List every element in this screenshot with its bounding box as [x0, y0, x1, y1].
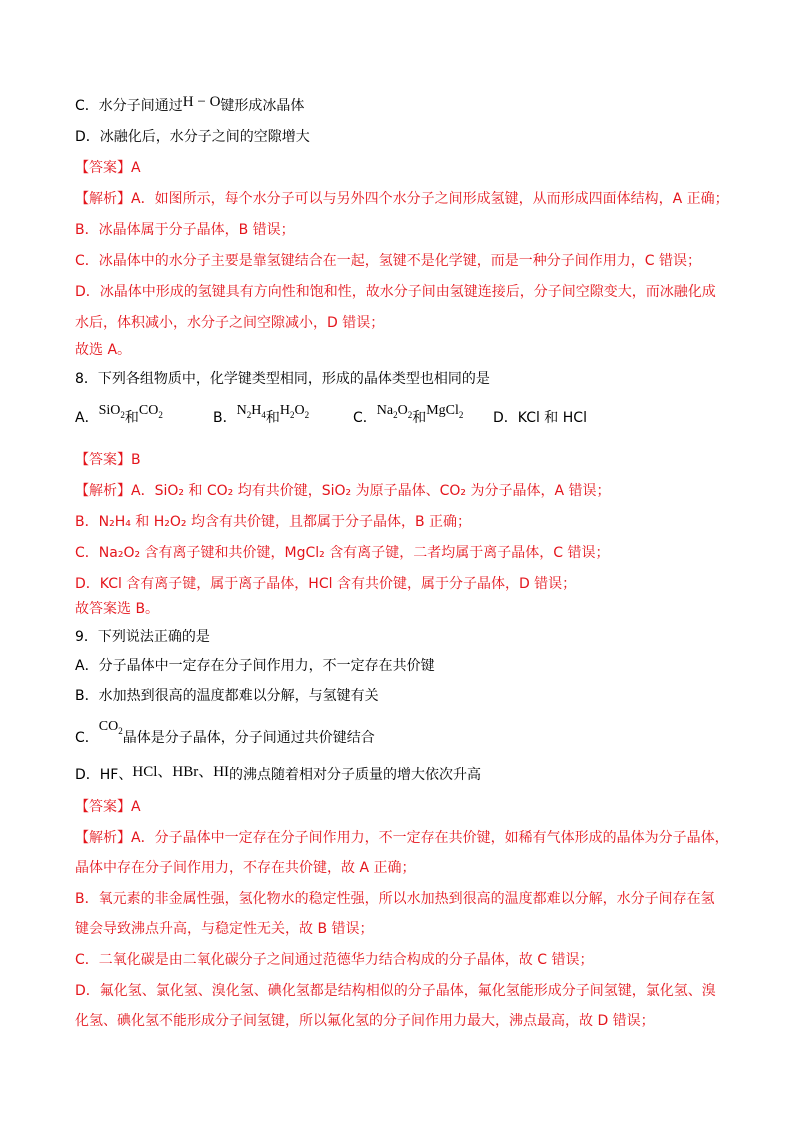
q9-option-b: B．水加热到很高的温度都难以分解，与氢键有关	[75, 688, 379, 704]
q9-option-c-formula	[99, 719, 123, 734]
formula-sub: 2	[158, 410, 163, 420]
q9-option-c-text: 晶体是分子晶体，分子间通过共价键结合	[122, 730, 375, 746]
q9-analysis-line: C．二氧化碳是由二氧化碳分子之间通过范德华力结合构成的分子晶体，故 C 错误；	[75, 952, 594, 968]
q8-option-d: D．KCl 和 HCl	[493, 410, 587, 426]
formula-sub: 2	[246, 410, 252, 420]
q8-option-c-label: C．	[353, 410, 377, 426]
formula-sub: 4	[261, 410, 266, 420]
q8-option-b-formula-1	[237, 403, 266, 418]
q7-option-c-formula: H − O	[182, 94, 221, 110]
formula-text: CO	[138, 403, 159, 418]
formula-text: O	[294, 403, 305, 418]
formula-text: N	[236, 403, 247, 418]
q7-analysis-line: D．冰晶体中形成的氢键具有方向性和饱和性，故水分子间由氢键连接后，分子间空隙变大，而冰融化成	[75, 284, 716, 300]
q9-analysis-line: 化氢、碘化氢不能形成分子间氢键，所以氟化氢的分子间作用力最大，沸点最高，故 D 错误；	[75, 1013, 655, 1029]
q8-option-c-formula-2	[426, 403, 463, 418]
q8-option-c	[353, 403, 464, 429]
q8-analysis-line: 【解析】A．SiO₂ 和 CO₂ 均有共价键，SiO₂ 为原子晶体、CO₂ 为分子晶体，A 错误；	[75, 483, 611, 499]
formula-text: SiO	[98, 403, 121, 418]
formula-sub: 2	[289, 410, 295, 420]
q7-option-c-pre: C．水分子间通过	[75, 98, 183, 114]
q9-analysis-line: 键会导致沸点升高，与稳定性无关，故 B 错误；	[75, 921, 374, 937]
q9-analysis-line: 【解析】A．分子晶体中一定存在分子间作用力，不一定存在共价键，如稀有气体形成的晶体为分子晶体，	[75, 830, 729, 846]
q8-option-a-and: 和	[124, 410, 139, 426]
q9-option-c	[75, 719, 375, 749]
q9-analysis-line: B．氧元素的非金属性强，氢化物水的稳定性强，所以水加热到很高的温度都难以分解，水分子间存在氢	[75, 891, 715, 907]
formula-sub: 2	[407, 410, 413, 420]
q8-option-a-formula-1	[99, 403, 125, 418]
q9-option-a: A．分子晶体中一定存在分子间作用力，不一定存在共价键	[75, 658, 435, 674]
q8-analysis-line: B．N₂H₄ 和 H₂O₂ 均含有共价键，且都属于分子晶体，B 正确；	[75, 514, 472, 530]
q7-option-c	[75, 96, 304, 116]
formula-text: MgCl	[426, 403, 459, 418]
q8-option-a-label: A．	[75, 410, 99, 426]
q8-option-c-formula-1	[377, 403, 412, 418]
formula-text: CO	[98, 719, 119, 734]
q8-option-c-and: 和	[412, 410, 427, 426]
formula-text: O	[397, 403, 408, 418]
q8-option-a	[75, 403, 163, 429]
q9-answer: 【答案】A	[75, 799, 141, 815]
q8-stem: 8．下列各组物质中，化学键类型相同，形成的晶体类型也相同的是	[75, 371, 490, 387]
q9-option-d-post: 的沸点随着相对分子质量的增大依次升高	[229, 767, 482, 783]
formula-sub: 2	[304, 410, 310, 420]
q7-analysis-line: C．冰晶体中的水分子主要是靠氢键结合在一起，氢键不是化学键，而是一种分子间作用力，C 错误；	[75, 253, 701, 269]
q9-option-c-label: C．	[75, 730, 99, 746]
q8-option-b	[213, 403, 310, 429]
q9-stem: 9．下列说法正确的是	[75, 629, 210, 645]
q8-option-a-formula-2	[139, 403, 163, 418]
q7-analysis-line: B．冰晶体属于分子晶体，B 错误；	[75, 222, 295, 238]
formula-sub: 2	[458, 410, 464, 420]
q8-analysis-line: D．KCl 含有离子键，属于离子晶体，HCl 含有共价键，属于分子晶体，D 错误；	[75, 576, 577, 592]
formula-sub: 2	[120, 410, 125, 420]
q7-conclusion: 故选 A。	[75, 342, 132, 358]
q7-answer: 【答案】A	[75, 160, 141, 176]
q7-option-c-post: 键形成冰晶体	[220, 98, 305, 114]
q7-analysis-line: 水后，体积减小，水分子之间空隙减小，D 错误；	[75, 315, 385, 331]
q8-option-b-label: B．	[213, 410, 237, 426]
formula-text: Na	[376, 403, 394, 418]
q7-option-d: D．冰融化后，水分子之间的空隙增大	[75, 129, 310, 145]
q8-option-b-and: 和	[265, 410, 280, 426]
q9-analysis-line: D．氟化氢、氯化氢、溴化氢、碘化氢都是结构相似的分子晶体，氟化氢能形成分子间氢键，氯化氢、溴	[75, 983, 716, 999]
q8-analysis-line: C．Na₂O₂ 含有离子键和共价键，MgCl₂ 含有离子键，二者均属于离子晶体，C 错误；	[75, 545, 610, 561]
formula-text: H	[251, 403, 262, 418]
q9-analysis-line: 晶体中存在分子间作用力，不存在共价键，故 A 正确；	[75, 860, 416, 876]
q7-analysis-line: 【解析】A．如图所示，每个水分子可以与另外四个水分子之间形成氢键，从而形成四面体结构，A 正确；	[75, 191, 729, 207]
formula-sub: 2	[393, 410, 398, 420]
formula-text: H	[279, 403, 290, 418]
q8-conclusion: 故答案选 B。	[75, 601, 160, 617]
formula-sub: 2	[118, 726, 123, 736]
q8-option-b-formula-2	[280, 403, 309, 418]
q9-option-d	[75, 765, 481, 785]
q8-answer: 【答案】B	[75, 452, 141, 468]
q9-option-d-formulas: HCl、HBr、HI	[132, 764, 230, 780]
q9-option-d-pre: D．HF、	[75, 767, 133, 783]
